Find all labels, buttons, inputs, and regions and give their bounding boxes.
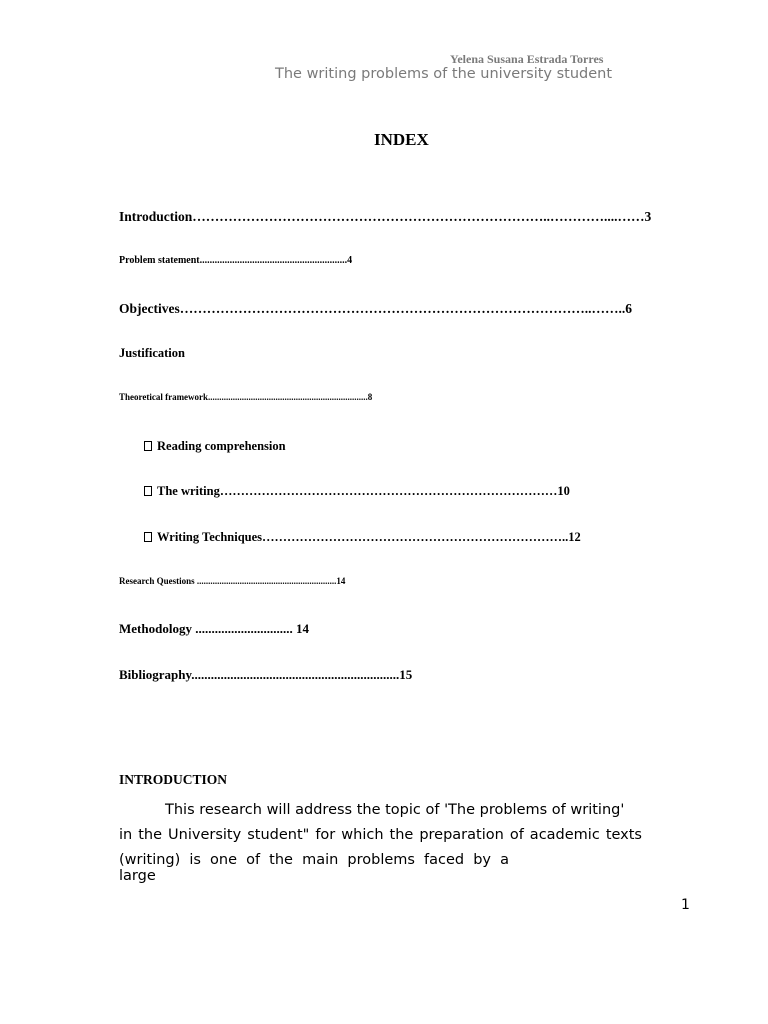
introduction-paragraph-line: This research will address the topic of 'The problems of writing' <box>165 802 625 818</box>
toc-entry-label: Research Questions ..............................................................14 <box>119 576 346 586</box>
toc-entry-introduction <box>119 209 651 225</box>
toc-entry-problem-statement <box>119 255 352 266</box>
toc-entry-writing-techniques <box>144 530 581 545</box>
toc-entry-the-writing <box>144 484 570 499</box>
introduction-heading: INTRODUCTION <box>119 772 228 787</box>
toc-entry-label: Theoretical framework.......................................................................8 <box>119 392 373 402</box>
toc-entry-label: Methodology .............................. 14 <box>119 621 309 636</box>
toc-entry-label: Justification <box>119 346 185 360</box>
toc-entry-label: Introduction……………………………………………………………………..…………....……3 <box>119 209 652 224</box>
author-name: Yelena Susana Estrada Torres <box>450 52 604 66</box>
toc-entry-label: Problem statement...........................................................4 <box>119 255 353 266</box>
toc-entry-theoretical-framework <box>119 392 372 402</box>
bullet-icon <box>144 532 152 542</box>
toc-entry-label: The writing………………………………………………………………………10 <box>157 484 570 498</box>
toc-entry-methodology <box>119 621 309 637</box>
introduction-paragraph-line: in the University student" for which the preparation of academic texts <box>119 827 642 843</box>
toc-entry-label: Reading comprehension <box>157 439 286 453</box>
document-subtitle: The writing problems of the university student <box>275 66 613 82</box>
toc-entry-research-questions <box>119 576 345 586</box>
toc-entry-bibliography <box>119 667 412 683</box>
bullet-icon <box>144 486 152 496</box>
toc-entry-reading-comprehension <box>144 439 286 454</box>
toc-entry-objectives <box>119 301 632 317</box>
index-title: INDEX <box>374 130 429 149</box>
toc-entry-justification <box>119 346 185 361</box>
toc-entry-label: Bibliography................................................................15 <box>119 667 413 682</box>
toc-entry-label: Writing Techniques………………………………………………………………..12 <box>157 530 581 544</box>
page-number: 1 <box>681 897 690 913</box>
bullet-icon <box>144 441 152 451</box>
introduction-paragraph-line: (writing) is one of the main problems faced by a large <box>119 852 509 884</box>
toc-entry-label: Objectives………………………………………………………………………………..……..6 <box>119 301 632 316</box>
